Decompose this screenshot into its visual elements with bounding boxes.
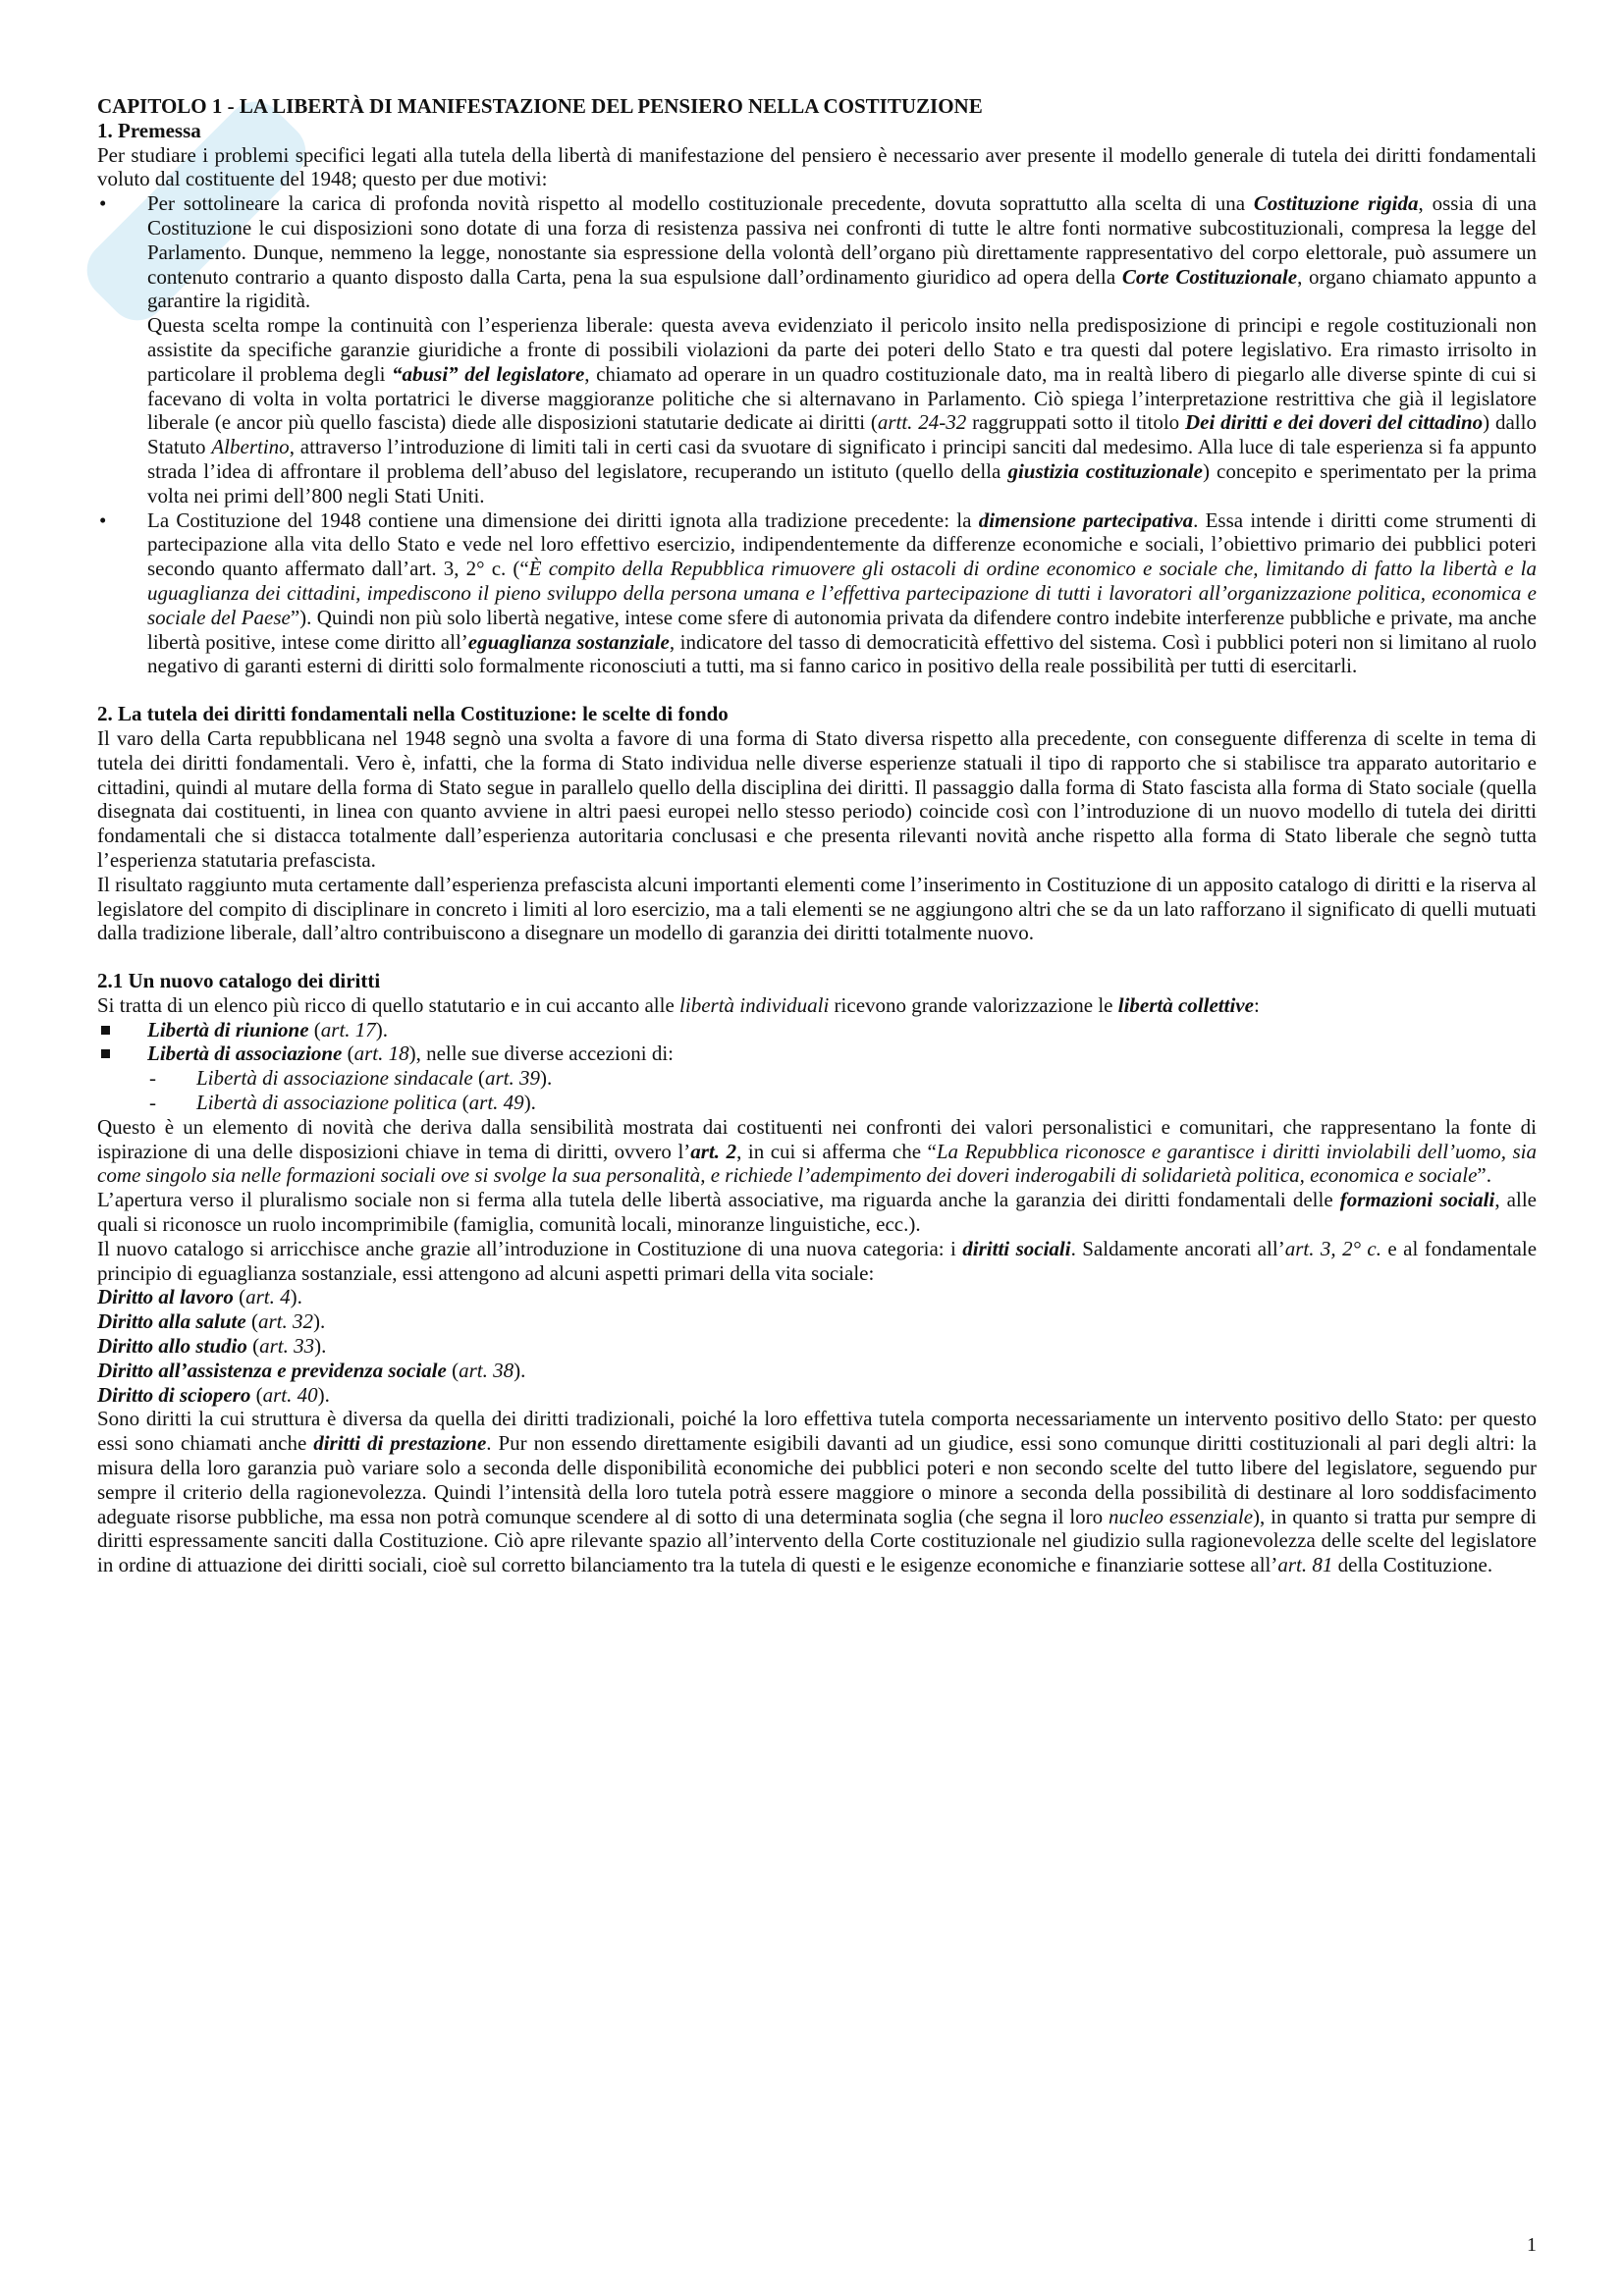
reason-item-1: • Per sottolineare la carica di profonda novità rispetto al modello costituzionale precedente, dovuta soprattutto alla scelta di una Costituzione rigida, ossia di una Costituzione le cui disposizioni sono dotate di una forza di resistenza passiva nei confronti di tutte le altre fonti normative subcostituzionali, compresa la legge del Parlamento. Dunque, nemmeno la legge, nonostante sia espressione della volontà dell’organo più direttamente rappresentativo del corpo elettorale, può assumere un contenuto contrario a quanto disposto dalla Carta, pena la sua espulsione dall’ordinamento giuridico ad opera della Corte Costituzionale, organo chiamato appunto a garantire la rigidità. Questa scelta rompe la continuità con l’esperienza liberale: questa aveva evidenziato il pericolo insito nella predisposizione di principi e regole costituzionali non assistite da specifiche garanzie giuridiche a fronte di possibili violazioni da parte dei poteri dello Stato e tra questi dal potere legislativo. Era rimasto irrisolto in particolare il problema degli “abusi” del legislatore, chiamato ad operare in un quadro costituzionale dato, ma in realtà libero di piegarlo alle diverse spinte di cui si facevano di volta in volta portatrici le diverse maggioranze politiche che si alternavano in Parlamento. Ciò spiega l’interpretazione restrittiva che già il legislatore liberale (e ancor più quello fascista) diede alle disposizioni statutarie dedicate ai diritti (artt. 24-32 raggruppati sotto il titolo Dei diritti e dei doveri del cittadino) dallo Statuto Albertino, attraverso l’introduzione di limiti tali in certi casi da svuotare di significato i principi sanciti dal medesimo. Alla luce di tale esperienza si fa appunto strada l’idea di affrontare il problema dell’abuso del legislatore, recuperando un istituto (quello della giustizia costituzionale) concepito e sperimentato per la prima volta nei primi dell’800 negli Stati Uniti. [99, 191, 1537, 507]
section-2-paragraph-2: Il risultato raggiunto muta certamente dall’esperienza prefascista alcuni importanti elementi come l’inserimento in Costituzione di un apposito catalogo di diritti e la riserva al legislatore del compito di disciplinare in concreto i limiti al loro esercizio, ma a tali elementi se ne aggiungono altri che se da un lato rafforzano il significato di quelli mutuati dalla tradizione liberale, dall’altro contribuiscono a disegnare un modello di garanzia dei diritti totalmente nuovo. [97, 872, 1537, 945]
section-2-1-title: 2.1 Un nuovo catalogo dei diritti [97, 969, 381, 993]
dash-bullet-icon: - [149, 1091, 156, 1115]
section-2-paragraph-1: Il varo della Carta repubblicana nel 1948 segnò una svolta a favore di una forma di Stato diversa rispetto alla precedente, con conseguente differenza di scelte in tema di tutela dei diritti fondamentali. Vero è, infatti, che la forma di Stato individua nelle diverse esperienze statuali il tipo di rapporto che si stabilisce tra apparato autoritario e cittadini, quindi al mutare della forma di Stato segue in parallelo quello della disciplina dei diritti. Il passaggio dalla forma di Stato fascista alla forma di Stato sociale (quella disegnata dai costituenti, in linea con quanto avviene in altri paesi europei nello stesso periodo) coincide così con l’introduzione di un nuovo modello di tutela dei diritti fondamentali che si distacca totalmente dall’esperienza autoritaria conclusasi e che presenta rilevanti novità anche rispetto alla forma di Stato liberale che segnò tutta l’esperienza statutaria prefascista. [97, 725, 1537, 872]
social-right-item: Diritto all’assistenza e previdenza sociale (art. 38). [97, 1358, 526, 1382]
social-right-item: Diritto alla salute (art. 32). [97, 1309, 326, 1334]
list-item: Libertà di riunione (art. 17). [97, 1018, 1537, 1042]
collective-freedoms-list [97, 1018, 1537, 1067]
document-page [97, 94, 1537, 2254]
bullet-icon: • [99, 191, 107, 216]
list-item: - Libertà di associazione politica (art. 49). [149, 1091, 536, 1115]
section-2-1-intro: Si tratta di un elenco più ricco di quello statutario e in cui accanto alle libertà individuali ricevono grande valorizzazione le libertà collettive: [97, 992, 1260, 1017]
section-1-title: 1. Premessa [97, 118, 201, 142]
section-2-1-paragraph-2: L’apertura verso il pluralismo sociale non si ferma alla tutela delle libertà associative, ma riguarda anche la garanzia dei diritti fondamentali delle formazioni sociali, alle quali si riconosce un ruolo incomprimibile (famiglia, comunità locali, minoranze linguistiche, ecc.). [97, 1188, 1537, 1237]
social-right-item: Diritto di sciopero (art. 40). [97, 1382, 330, 1407]
section-2-1-paragraph-4: Sono diritti la cui struttura è diversa da quella dei diritti tradizionali, poiché la loro effettiva tutela comporta necessariamente un intervento positivo dello Stato: per questo essi sono chiamati anche diritti di prestazione. Pur non essendo direttamente esigibili davanti ad un giudice, essi sono comunque diritti costituzionali al pari degli altri: la misura della loro garanzia può variare solo a seconda delle disponibilità economiche dei pubblici poteri e non secondo scelte del tutto libere del legislatore, seguendo pur sempre il criterio della ragionevolezza. Quindi l’intensità della loro tutela potrà essere maggiore o minore a seconda della possibilità di destinare al loro soddisfacimento adeguate risorse pubbliche, ma essa non potrà comunque scendere al di sotto di una determinata soglia (che segna il loro nucleo essenziale), in quanto si tratta pur sempre di diritti espressamente sanciti dalla Costituzione. Ciò apre rilevante spazio all’intervento della Corte costituzionale nel giudizio sulla ragionevolezza delle scelte del legislatore in ordine di attuazione dei diritti sociali, cioè sul corretto bilanciamento tra la tutela di questi e le esigenze economiche e finanziarie sottese all’art. 81 della Costituzione. [97, 1407, 1537, 1577]
section-1-intro: Per studiare i problemi specifici legati alla tutela della libertà di manifestazione del pensiero è necessario aver presente il modello generale di tutela dei diritti fondamentali voluto dal costituente del 1948; questo per due motivi: [97, 142, 1537, 191]
section-2-1-paragraph-1: Questo è un elemento di novità che deriva dalla sensibilità mostrata dai costituenti nei confronti dei valori personalistici e comunitari, che rappresentano la fonte di ispirazione di una delle disposizioni chiave in tema di diritti, ovvero l’art. 2, in cui si afferma che “La Repubblica riconosce e garantisce i diritti inviolabili dell’uomo, sia come singolo sia nelle formazioni sociali ove si svolge la sua personalità, e richiede l’adempimento dei doveri inderogabili di solidarietà politica, economica e sociale”. [97, 1114, 1537, 1188]
reason-item-2: • La Costituzione del 1948 contiene una dimensione dei diritti ignota alla tradizione precedente: la dimensione partecipativa. Essa intende i diritti come strumenti di partecipazione alla vita dello Stato e vede nel loro effettivo esercizio, indipendentemente da differenze economiche e sociali, l’obiettivo primario dei pubblici poteri secondo quanto affermato dall’art. 3, 2° c. (“È compito della Repubblica rimuovere gli ostacoli di ordine economico e sociale che, limitando di fatto la libertà e la uguaglianza dei cittadini, impediscono il pieno sviluppo della persona umana e l’effettiva partecipazione di tutti i lavoratori all’organizzazione politica, economica e sociale del Paese”). Quindi non più solo libertà negative, intese come sfere di autonomia privata da difendere contro indebite interferenze pubbliche e private, ma anche libertà positive, intese come diritto all’eguaglianza sostanziale, indicatore del tasso di democraticità effettivo del sistema. Così i pubblici poteri non si limitano al ruolo negativo di garanti esterni di diritti solo formalmente riconosciuti a tutti, ma si fanno carico in positivo della reale possibilità per tutti di esercitarli. [99, 507, 1538, 678]
square-bullet-icon [101, 1026, 110, 1035]
association-types-list [97, 1066, 1537, 1115]
reasons-list [97, 191, 1537, 678]
social-right-item: Diritto al lavoro (art. 4). [97, 1285, 302, 1309]
section-2-1-paragraph-3: Il nuovo catalogo si arricchisce anche grazie all’introduzione in Costituzione di una nuova categoria: i diritti sociali. Saldamente ancorati all’art. 3, 2° c. e al fondamentale principio di eguaglianza sostanziale, essi attengono ad alcuni aspetti primari della vita sociale: [97, 1236, 1538, 1285]
chapter-title: CAPITOLO 1 - LA LIBERTÀ DI MANIFESTAZIONE DEL PENSIERO NELLA COSTITUZIONE [97, 94, 983, 118]
dash-bullet-icon: - [149, 1066, 156, 1091]
social-right-item: Diritto allo studio (art. 33). [97, 1334, 327, 1359]
page-number: 1 [1527, 2234, 1537, 2256]
square-bullet-icon [101, 1049, 110, 1058]
section-2-title: 2. La tutela dei diritti fondamentali nella Costituzione: le scelte di fondo [97, 702, 729, 726]
social-rights-list [97, 1285, 1537, 1407]
bullet-icon: • [99, 507, 107, 532]
list-item: Libertà di associazione (art. 18), nelle sue diverse accezioni di: [97, 1041, 1537, 1066]
list-item: - Libertà di associazione sindacale (art. 39). [149, 1066, 553, 1091]
